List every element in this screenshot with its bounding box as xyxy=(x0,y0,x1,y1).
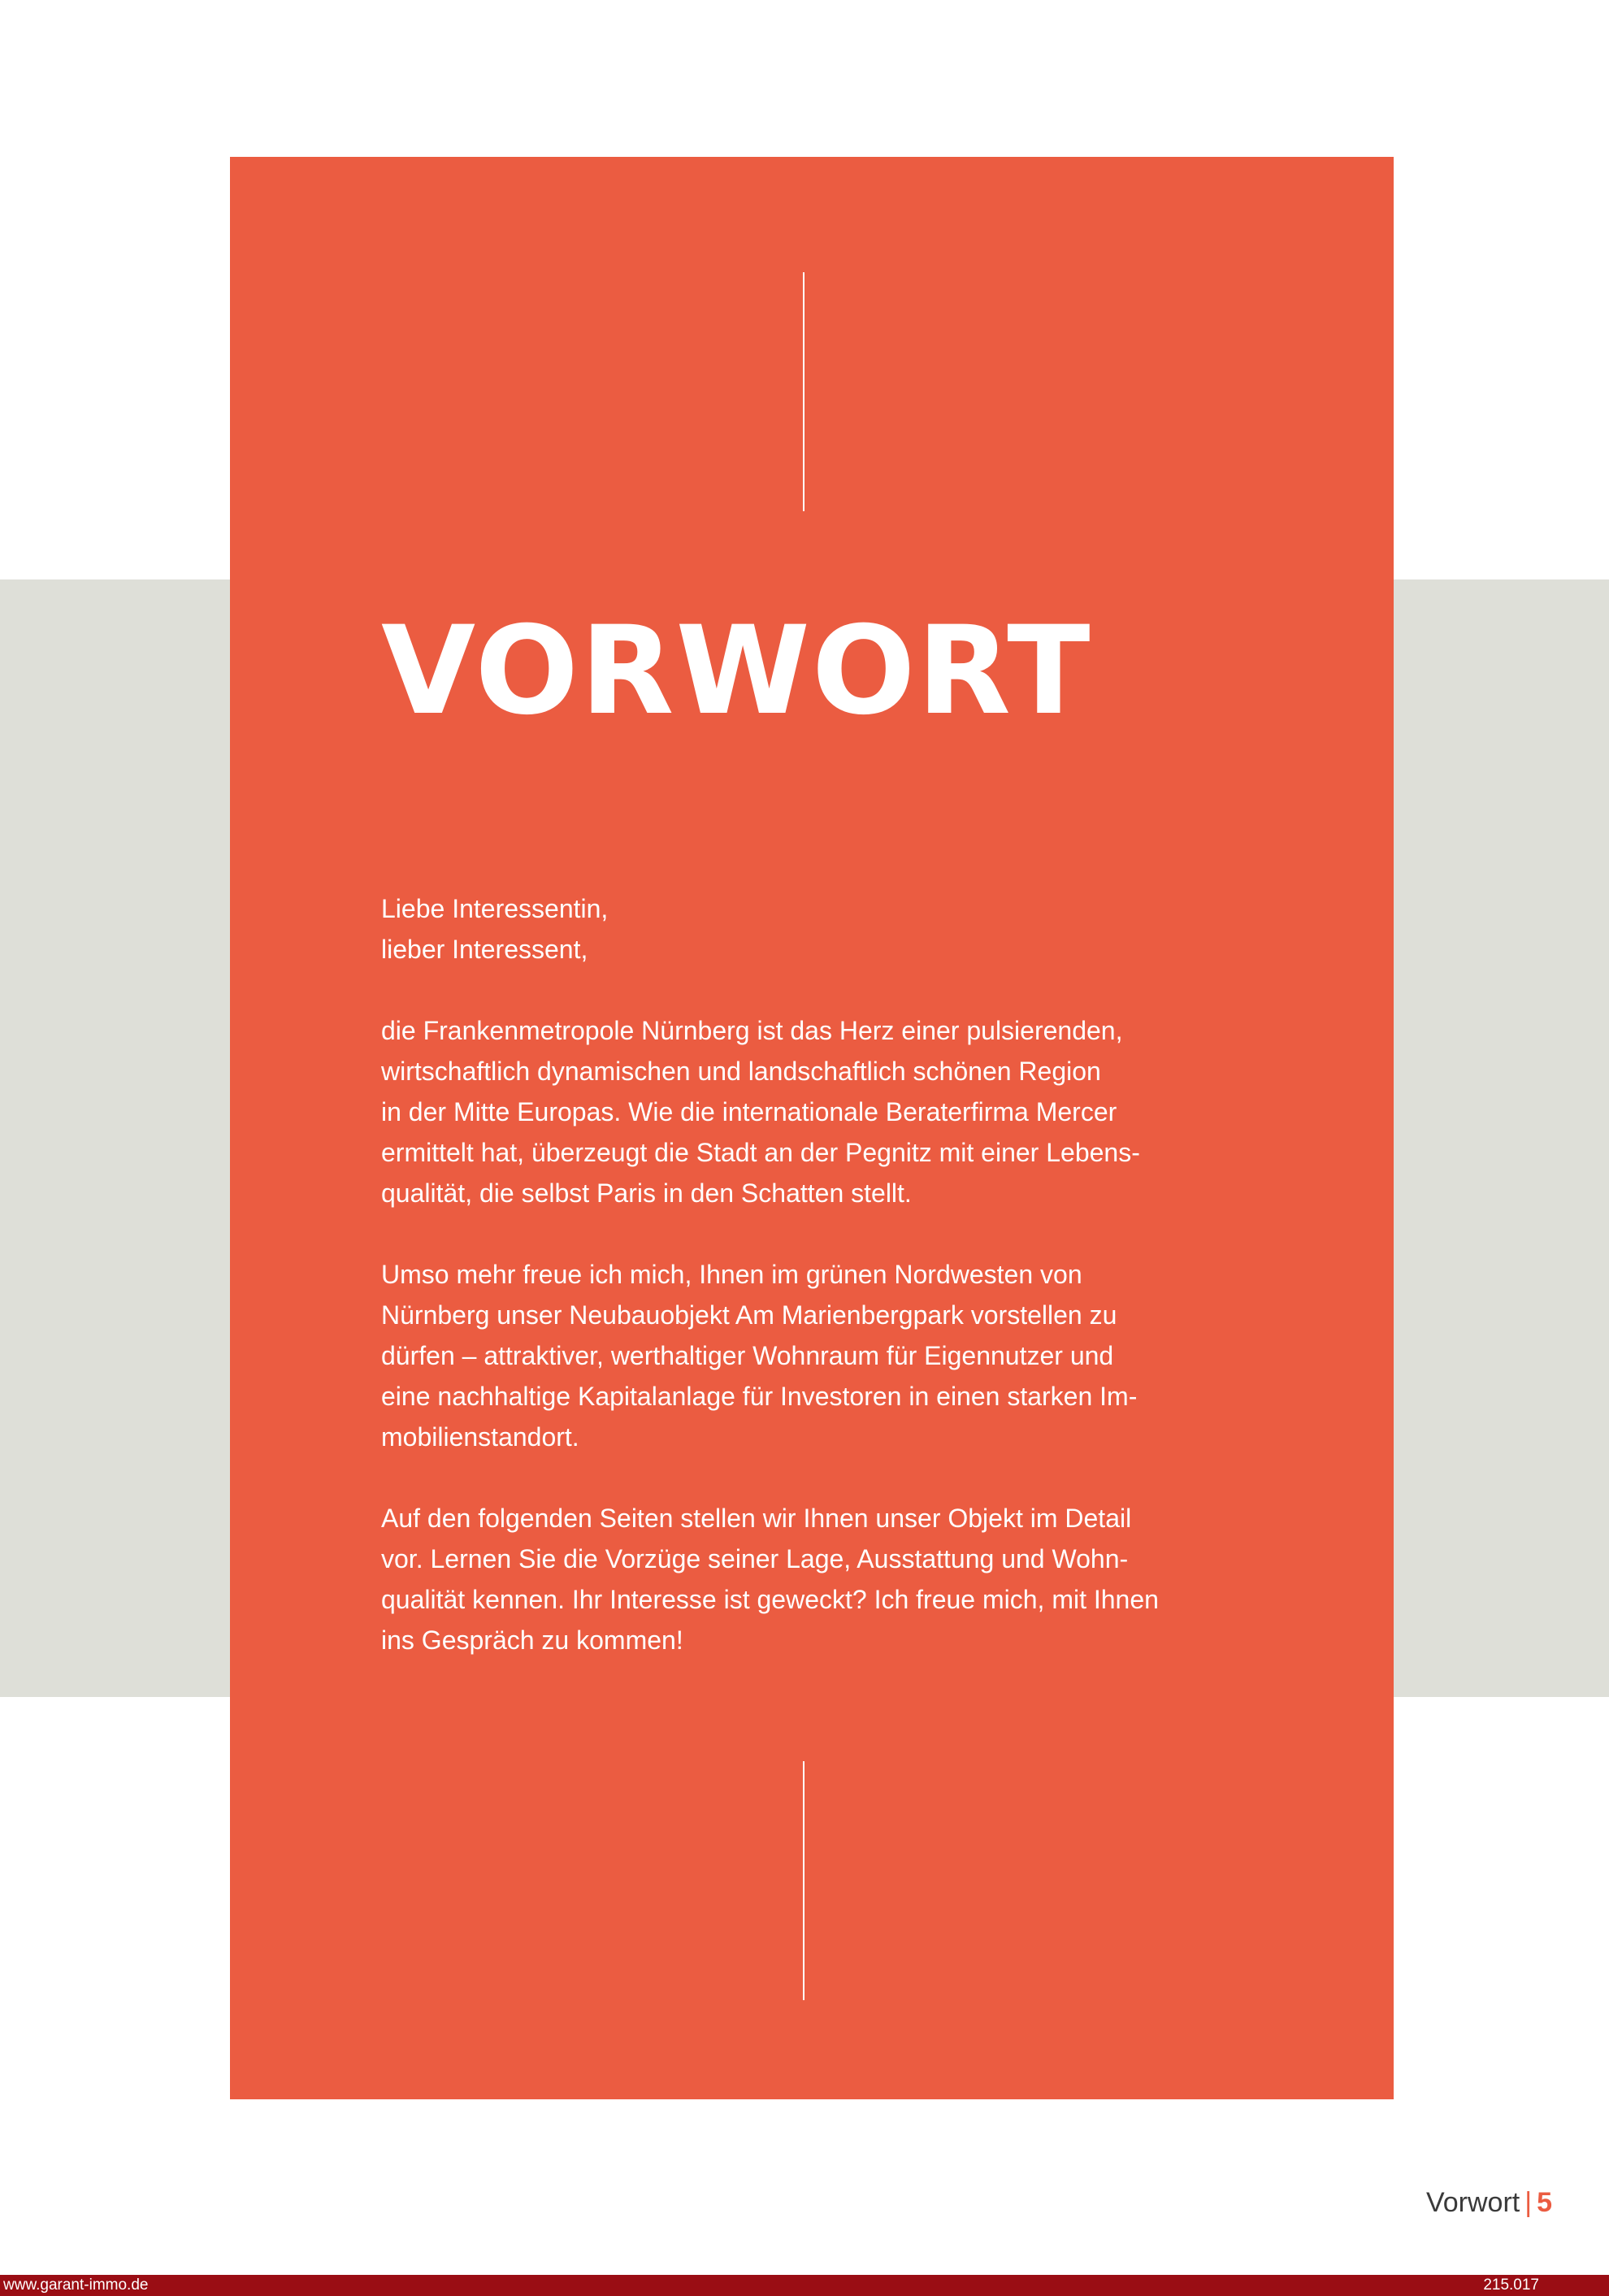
paragraph-line: Umso mehr freue ich mich, Ihnen im grünen Nordwesten von xyxy=(381,1260,1082,1289)
website-url: www.garant-immo.de xyxy=(3,2276,149,2294)
salutation xyxy=(381,888,1259,970)
page-footer xyxy=(1365,2185,1552,2220)
paragraph-line: die Frankenmetropole Nürnberg ist das Herz einer pulsierenden, xyxy=(381,1016,1123,1045)
footer-section-name: Vorwort xyxy=(1425,2187,1520,2218)
paragraph-line: Nürnberg unser Neubauobjekt Am Marienbergpark vorstellen zu xyxy=(381,1300,1117,1330)
paragraph-line: wirtschaftlich dynamischen und landschaftlich schönen Region xyxy=(381,1057,1101,1086)
page-title: VORWORT xyxy=(381,601,1092,742)
paragraph-project xyxy=(381,1254,1259,1457)
document-code: 215.017 xyxy=(1483,2276,1539,2294)
footer-separator: | xyxy=(1524,2187,1533,2218)
content-panel xyxy=(230,157,1394,2099)
paragraph-line: in der Mitte Europas. Wie die internationale Beraterfirma Mercer xyxy=(381,1097,1117,1126)
paragraph-line: ermittelt hat, überzeugt die Stadt an der Pegnitz mit einer Lebens- xyxy=(381,1138,1140,1167)
paragraph-line: qualität, die selbst Paris in den Schatten stellt. xyxy=(381,1178,912,1208)
paragraph-line: eine nachhaltige Kapitalanlage für Investoren in einen starken Im- xyxy=(381,1382,1138,1411)
paragraph-line: Auf den folgenden Seiten stellen wir Ihnen unser Objekt im Detail xyxy=(381,1504,1132,1533)
paragraph-line: dürfen – attraktiver, werthaltiger Wohnraum für Eigennutzer und xyxy=(381,1341,1114,1370)
paragraph-line: ins Gespräch zu kommen! xyxy=(381,1625,683,1655)
bottom-bar xyxy=(0,2275,1609,2296)
paragraph-line: qualität kennen. Ihr Interesse ist geweckt? Ich freue mich, mit Ihnen xyxy=(381,1585,1159,1614)
bottom-divider-line xyxy=(803,1761,804,2000)
paragraph-line: vor. Lernen Sie die Vorzüge seiner Lage, Ausstattung und Wohn- xyxy=(381,1544,1129,1573)
salutation-line: lieber Interessent, xyxy=(381,935,588,964)
page-number: 5 xyxy=(1537,2187,1552,2218)
paragraph-intro xyxy=(381,1010,1259,1213)
salutation-line: Liebe Interessentin, xyxy=(381,894,609,923)
paragraph-closing xyxy=(381,1498,1259,1660)
paragraph-line: mobilienstandort. xyxy=(381,1422,579,1452)
top-divider-line xyxy=(803,272,804,511)
letter-body xyxy=(381,888,1259,1701)
